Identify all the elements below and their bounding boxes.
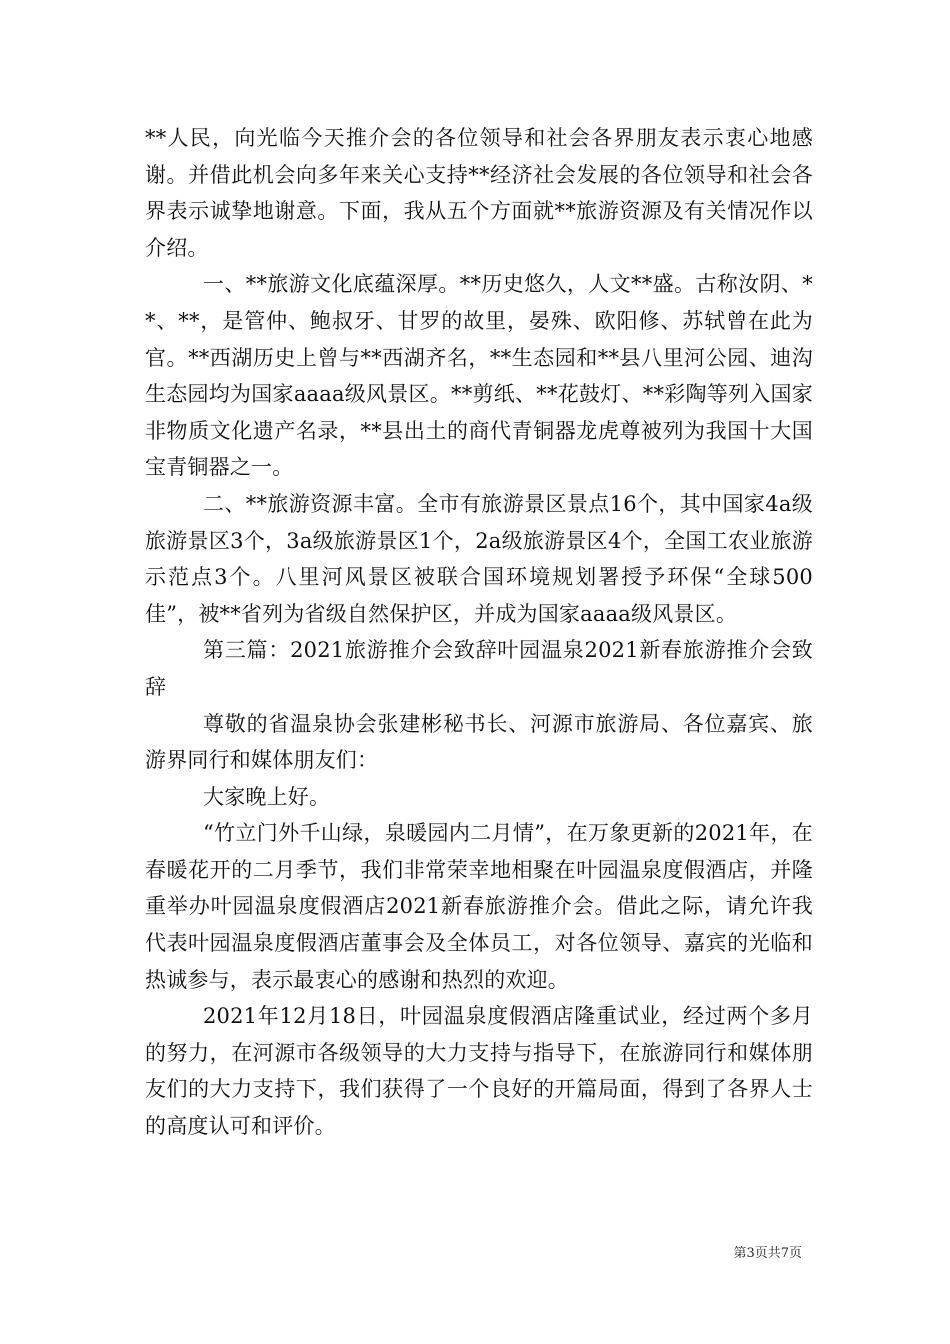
paragraph-intro-continuation: **人民，向光临今天推介会的各位领导和社会各界朋友表示衷心地感谢。并借此机会向多年来关心支持**经济社会发展的各位领导和社会各界表示诚挚地谢意。下面，我从五个方面就**旅游资源及有关情况作以介绍。 <box>145 126 813 260</box>
document-body <box>145 120 813 1145</box>
paragraph-greeting: 大家晚上好。 <box>203 784 331 809</box>
paragraph-section-one: 一、**旅游文化底蕴深厚。**历史悠久，人文**盛。古称汝阴、**、**，是管仲、鲍叔牙、甘罗的故里，晏殊、欧阳修、苏轼曾在此为官。**西湖历史上曾与**西湖齐名，**生态园和**县八里河公园、迪沟生态园均为国家aaaa级风景区。**剪纸、**花鼓灯、**彩陶等列入国家非物质文化遗产名录，**县出土的商代青铜器龙虎尊被列为我国十大国宝青铜器之一。 <box>145 272 813 480</box>
third-article-title: 第三篇：2021旅游推介会致辞叶园温泉2021新春旅游推介会致辞 <box>145 638 813 699</box>
paragraph-opening-review: 2021年12月18日，叶园温泉度假酒店隆重试业，经过两个多月的努力，在河源市各级领导的大力支持与指导下，在旅游同行和媒体朋友们的大力支持下，我们获得了一个良好的开篇局面，得到了各界人士的高度认可和评价。 <box>145 1004 813 1139</box>
paragraph-section-two: 二、**旅游资源丰富。全市有旅游景区景点16个，其中国家4a级旅游景区3个，3a级旅游景区1个，2a级旅游景区4个，全国工农业旅游示范点3个。八里河风景区被联合国环境规划署授予环保“全球500佳”，被**省列为省级自然保护区，并成为国家aaaa级风景区。 <box>145 491 813 626</box>
page-number: 第3页共7页 <box>733 1246 802 1261</box>
paragraph-salutation: 尊敬的省温泉协会张建彬秘书长、河源市旅游局、各位嘉宾、旅游界同行和媒体朋友们： <box>145 711 813 773</box>
paragraph-welcome: “竹立门外千山绿，泉暖园内二月情”，在万象更新的2021年，在春暖花开的二月季节，我们非常荣幸地相聚在叶园温泉度假酒店，并隆重举办叶园温泉度假酒店2021新春旅游推介会。借此之际，请允许我代表叶园温泉度假酒店董事会及全体员工，对各位领导、嘉宾的光临和热诚参与，表示最衷心的感谢和热烈的欢迎。 <box>145 821 813 992</box>
